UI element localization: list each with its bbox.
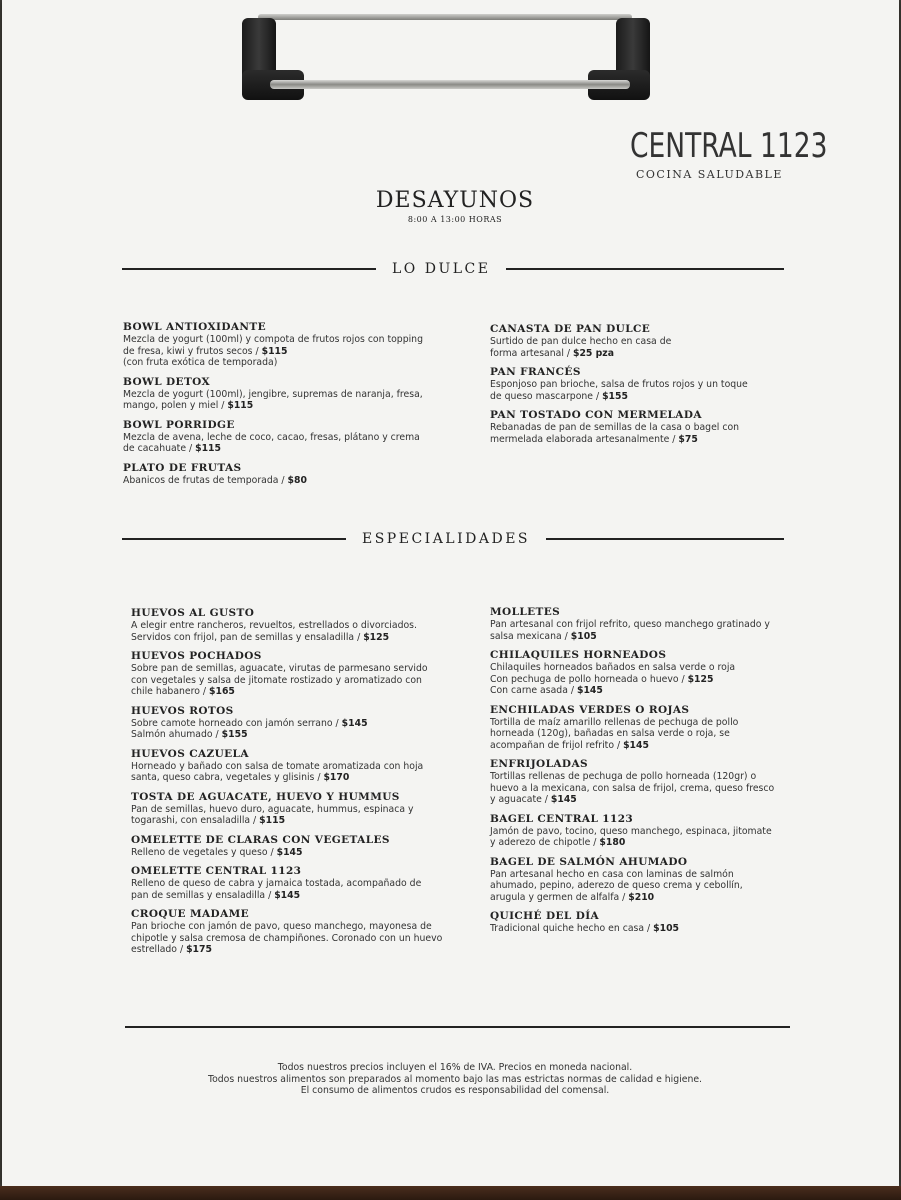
menu-item — [131, 704, 471, 741]
description-text: de cacahuate / — [123, 443, 193, 454]
description-line — [490, 826, 790, 838]
description-text: Sobre camote horneado con jamón serrano / — [131, 717, 339, 729]
description-line — [131, 686, 471, 698]
menu-item-price: $145 — [276, 846, 303, 858]
description-line — [490, 422, 790, 434]
description-line — [490, 880, 790, 892]
menu-item-name: OMELETTE CENTRAL 1123 — [131, 865, 302, 877]
menu-item-price: $210 — [628, 891, 655, 903]
menu-item-description — [123, 334, 468, 369]
description-line — [131, 675, 471, 687]
description-text: Horneado y bañado con salsa de tomate aromatizada con hoja — [131, 760, 424, 772]
menu-item-name: HUEVOS AL GUSTO — [131, 607, 255, 619]
description-line — [123, 443, 468, 455]
description-text: Jamón de pavo, tocino, queso manchego, espinaca, jitomate — [490, 825, 772, 837]
menu-item-price: $155 — [602, 390, 628, 402]
clip-rail — [270, 80, 630, 89]
menu-item-name: TOSTA DE AGUACATE, HUEVO Y HUMMUS — [131, 790, 400, 803]
footer-line: Todos nuestros alimentos son preparados al momento bajo las mas estrictas normas de calidad e higiene. — [207, 1073, 703, 1085]
menu-item-price: $165 — [209, 686, 235, 697]
dulce-left-column — [123, 320, 468, 492]
menu-item-description — [131, 663, 471, 698]
menu-item-price: $115 — [261, 345, 288, 357]
menu-item-price: $145 — [550, 794, 577, 805]
description-line — [490, 631, 790, 643]
menu-item-price: $115 — [195, 443, 221, 454]
description-line — [131, 772, 471, 784]
menu-item-description — [490, 379, 790, 402]
description-line — [131, 632, 471, 644]
description-line — [490, 869, 790, 881]
description-line — [131, 663, 471, 675]
description-text: Mezcla de avena, leche de coco, cacao, fresas, plátano y crema — [123, 431, 420, 443]
menu-item-name: OMELETTE DE CLARAS CON VEGETALES — [131, 833, 390, 846]
menu-item-description — [131, 847, 471, 859]
description-text: Relleno de queso de cabra y jamaica tostada, acompañado de — [131, 878, 422, 889]
description-text: Pan artesanal hecho en casa con laminas de salmón — [490, 868, 734, 880]
menu-item-description — [131, 620, 471, 643]
description-line — [490, 379, 790, 391]
especialidades-right-column — [490, 605, 790, 941]
description-text: Con carne asada / — [490, 685, 574, 696]
description-line — [490, 923, 790, 935]
description-text: y aderezo de chipotle / — [490, 837, 597, 848]
menu-item-description — [131, 878, 471, 901]
menu-item-price: $75 — [678, 433, 698, 445]
description-line — [123, 346, 468, 358]
menu-item — [131, 790, 471, 827]
menu-item-name: CHILAQUILES HORNEADOS — [490, 649, 667, 661]
section-rule-left — [122, 268, 376, 270]
menu-item-price: $125 — [687, 673, 714, 685]
menu-item-name: PAN TOSTADO CON MERMELADA — [490, 409, 702, 421]
menu-item-price: $155 — [221, 729, 248, 740]
description-text: Mezcla de yogurt (100ml) y compota de frutos rojos con topping — [123, 334, 423, 345]
menu-item-description — [123, 432, 468, 455]
brand-logo — [630, 126, 828, 181]
menu-item-description — [123, 475, 468, 487]
menu-item-description — [131, 761, 471, 784]
description-text: Salmón ahumado / — [131, 729, 219, 740]
menu-item — [123, 320, 468, 369]
description-text: con vegetales y salsa de jitomate rostizado y aromatizado con — [131, 674, 422, 686]
clip-top-bar — [258, 14, 632, 20]
description-text: arugula y germen de alfalfa / — [490, 891, 626, 903]
description-line — [131, 921, 471, 933]
section-rule-right — [546, 538, 784, 540]
menu-item-description — [490, 771, 790, 806]
description-text: mango, polen y miel / — [123, 400, 225, 411]
menu-item-price: $145 — [341, 717, 368, 729]
menu-item-price: $145 — [274, 889, 301, 901]
menu-item-description — [490, 923, 790, 935]
description-line — [490, 892, 790, 904]
description-text: A elegir entre rancheros, revueltos, estrellados o divorciados. — [131, 620, 417, 631]
menu-item-price: $170 — [323, 772, 350, 783]
description-text: togarashi, con ensaladilla / — [131, 815, 257, 826]
description-line — [490, 391, 790, 403]
menu-item-description — [490, 869, 790, 904]
description-text: forma artesanal / — [490, 347, 571, 359]
description-line — [123, 475, 468, 487]
description-text: estrellado / — [131, 944, 184, 955]
bottom-rule — [125, 1026, 790, 1028]
menu-item — [123, 375, 468, 412]
menu-item — [131, 606, 471, 643]
description-line — [490, 674, 790, 686]
description-text: Servidos con frijol, pan de semillas y ensaladilla / — [131, 631, 361, 643]
menu-item-name: HUEVOS CAZUELA — [131, 747, 249, 760]
menu-item-name: ENCHILADAS VERDES O ROJAS — [490, 703, 690, 716]
menu-title: DESAYUNOS — [375, 188, 535, 213]
menu-item — [490, 365, 790, 402]
description-text: salsa mexicana / — [490, 630, 568, 642]
menu-item — [490, 322, 790, 359]
menu-item-note: (con fruta exótica de temporada) — [123, 357, 278, 368]
menu-item-name: HUEVOS POCHADOS — [131, 650, 262, 662]
description-text: Mezcla de yogurt (100ml), jengibre, supremas de naranja, fresa, — [123, 388, 423, 400]
menu-item-price: $145 — [576, 685, 603, 696]
description-line — [131, 718, 471, 730]
description-line — [490, 794, 790, 806]
menu-item-description — [131, 921, 471, 956]
description-line — [490, 348, 790, 360]
description-line — [131, 804, 471, 816]
description-text: Tortillas rellenas de pechuga de pollo horneada (120gr) o — [490, 771, 757, 782]
description-text: Tradicional quiche hecho en casa / — [490, 923, 651, 934]
clipboard-clip — [250, 10, 640, 82]
description-line — [131, 944, 471, 956]
menu-item-name: ENFRIJOLADAS — [490, 758, 588, 770]
description-text: huevo a la mexicana, con salsa de frijol, crema, queso fresco — [490, 782, 775, 794]
description-text: y aguacate / — [490, 794, 548, 805]
menu-item-name: HUEVOS ROTOS — [131, 704, 234, 717]
description-line — [123, 334, 468, 346]
menu-item — [131, 833, 471, 859]
menu-item — [490, 909, 790, 935]
wooden-table — [0, 1186, 901, 1200]
description-line — [490, 336, 790, 348]
description-line — [490, 717, 790, 729]
menu-title-block — [330, 188, 580, 224]
description-line — [490, 783, 790, 795]
menu-item-description — [490, 717, 790, 752]
menu-item-name: CROQUE MADAME — [131, 908, 250, 920]
description-text: acompañan de frijol refrito / — [490, 739, 621, 751]
description-line — [131, 878, 471, 890]
brand-tagline: COCINA SALUDABLE — [636, 168, 783, 181]
menu-item-price: $175 — [186, 944, 212, 955]
description-text: santa, queso cabra, vegetales y glisinis / — [131, 772, 321, 783]
menu-item-name: MOLLETES — [490, 606, 561, 618]
description-line — [490, 619, 790, 631]
description-line — [490, 685, 790, 697]
menu-item-description — [123, 389, 468, 412]
menu-item-name: PAN FRANCÉS — [490, 366, 581, 378]
description-text: Surtido de pan dulce hecho en casa de — [490, 336, 672, 347]
menu-item-price: $25 pza — [572, 347, 614, 359]
description-text: horneada (120g), bañadas en salsa verde o roja, se — [490, 728, 730, 739]
menu-item-price: $180 — [599, 837, 626, 848]
menu-item-price: $105 — [653, 923, 680, 934]
menu-item — [490, 757, 790, 806]
menu-item — [131, 907, 471, 956]
menu-item-name: CANASTA DE PAN DULCE — [490, 323, 651, 335]
footer-line: Todos nuestros precios incluyen el 16% de IVA. Precios en moneda nacional. — [277, 1062, 633, 1073]
dulce-right-column — [490, 322, 790, 451]
menu-item-price: $105 — [570, 630, 597, 642]
footer-line: El consumo de alimentos crudos es responsabilidad del comensal. — [300, 1085, 610, 1096]
description-text: Pan brioche con jamón de pavo, queso manchego, mayonesa de — [131, 921, 432, 932]
description-text: de queso mascarpone / — [490, 390, 600, 402]
menu-item-price: $80 — [287, 474, 307, 486]
description-line — [490, 728, 790, 740]
description-text: de fresa, kiwi y frutos secos / — [123, 345, 259, 357]
menu-item-name: PLATO DE FRUTAS — [123, 461, 242, 474]
menu-item-name: BOWL DETOX — [123, 375, 211, 388]
description-line — [131, 890, 471, 902]
menu-item-name: BOWL PORRIDGE — [123, 418, 235, 431]
description-text: chile habanero / — [131, 686, 207, 697]
menu-item-price: $145 — [623, 739, 649, 751]
menu-item — [123, 418, 468, 455]
section-label-dulce: LO DULCE — [392, 261, 491, 277]
description-line — [490, 837, 790, 849]
especialidades-left-column — [131, 606, 471, 962]
description-line — [490, 740, 790, 752]
description-text: Abanicos de frutas de temporada / — [123, 474, 285, 486]
menu-item-description — [490, 619, 790, 642]
menu-item-description — [490, 662, 790, 697]
menu-item — [490, 812, 790, 849]
menu-item — [131, 864, 471, 901]
menu-item-description — [490, 826, 790, 849]
menu-item-name: BOWL ANTIOXIDANTE — [123, 321, 267, 333]
menu-item-description — [490, 336, 790, 359]
description-text: Sobre pan de semillas, aguacate, virutas de parmesano servido — [131, 663, 428, 674]
description-text: Chilaquiles horneados bañados en salsa verde o roja — [490, 662, 736, 673]
menu-item — [490, 408, 790, 445]
menu-item — [490, 648, 790, 697]
description-line — [131, 847, 471, 859]
description-text: Pan de semillas, huevo duro, aguacate, hummus, espinaca y — [131, 803, 414, 815]
description-line — [131, 729, 471, 741]
description-text: Con pechuga de pollo horneada o huevo / — [490, 673, 685, 685]
menu-hours: 8:00 A 13:00 HORAS — [407, 215, 503, 224]
footer-notes — [150, 1062, 760, 1097]
description-text: pan de semillas y ensaladilla / — [131, 889, 272, 901]
description-line — [123, 432, 468, 444]
description-text: Tortilla de maíz amarillo rellenas de pechuga de pollo — [490, 716, 739, 728]
menu-item — [131, 649, 471, 698]
menu-item-name: BAGEL CENTRAL 1123 — [490, 812, 634, 825]
description-text: Esponjoso pan brioche, salsa de frutos rojos y un toque — [490, 379, 748, 390]
menu-item-price: $115 — [259, 815, 286, 826]
menu-item-description — [131, 718, 471, 741]
menu-item-price: $115 — [227, 400, 254, 411]
menu-item-description — [490, 422, 790, 445]
menu-item — [123, 461, 468, 487]
menu-item — [490, 855, 790, 904]
menu-item — [131, 747, 471, 784]
description-line — [131, 620, 471, 632]
menu-item — [490, 703, 790, 752]
menu-item-name: BAGEL DE SALMÓN AHUMADO — [490, 855, 688, 868]
section-header-especialidades — [122, 529, 784, 549]
description-line — [131, 933, 471, 945]
description-text: Pan artesanal con frijol refrito, queso manchego gratinado y — [490, 619, 770, 630]
description-line — [123, 400, 468, 412]
description-text: Rebanadas de pan de semillas de la casa o bagel con — [490, 422, 740, 433]
menu-item-description — [131, 804, 471, 827]
description-line — [123, 389, 468, 401]
description-text: Relleno de vegetales y queso / — [131, 846, 274, 858]
brand-name: CENTRAL 1123 — [630, 126, 828, 166]
section-header-dulce — [122, 259, 784, 279]
description-line — [490, 662, 790, 674]
section-label-especialidades: ESPECIALIDADES — [362, 531, 530, 547]
description-text: ahumado, pepino, aderezo de queso crema y cebollín, — [490, 880, 743, 891]
menu-item-name: QUICHÉ DEL DÍA — [490, 910, 600, 922]
section-rule-right — [506, 268, 784, 270]
description-text: mermelada elaborada artesanalmente / — [490, 433, 676, 445]
description-line — [490, 771, 790, 783]
description-line — [490, 434, 790, 446]
section-rule-left — [122, 538, 346, 540]
description-line — [131, 815, 471, 827]
description-text: chipotle y salsa cremosa de champiñones. Coronado con un huevo — [131, 932, 443, 944]
description-line — [131, 761, 471, 773]
menu-item — [490, 605, 790, 642]
menu-item-price: $125 — [363, 631, 390, 643]
